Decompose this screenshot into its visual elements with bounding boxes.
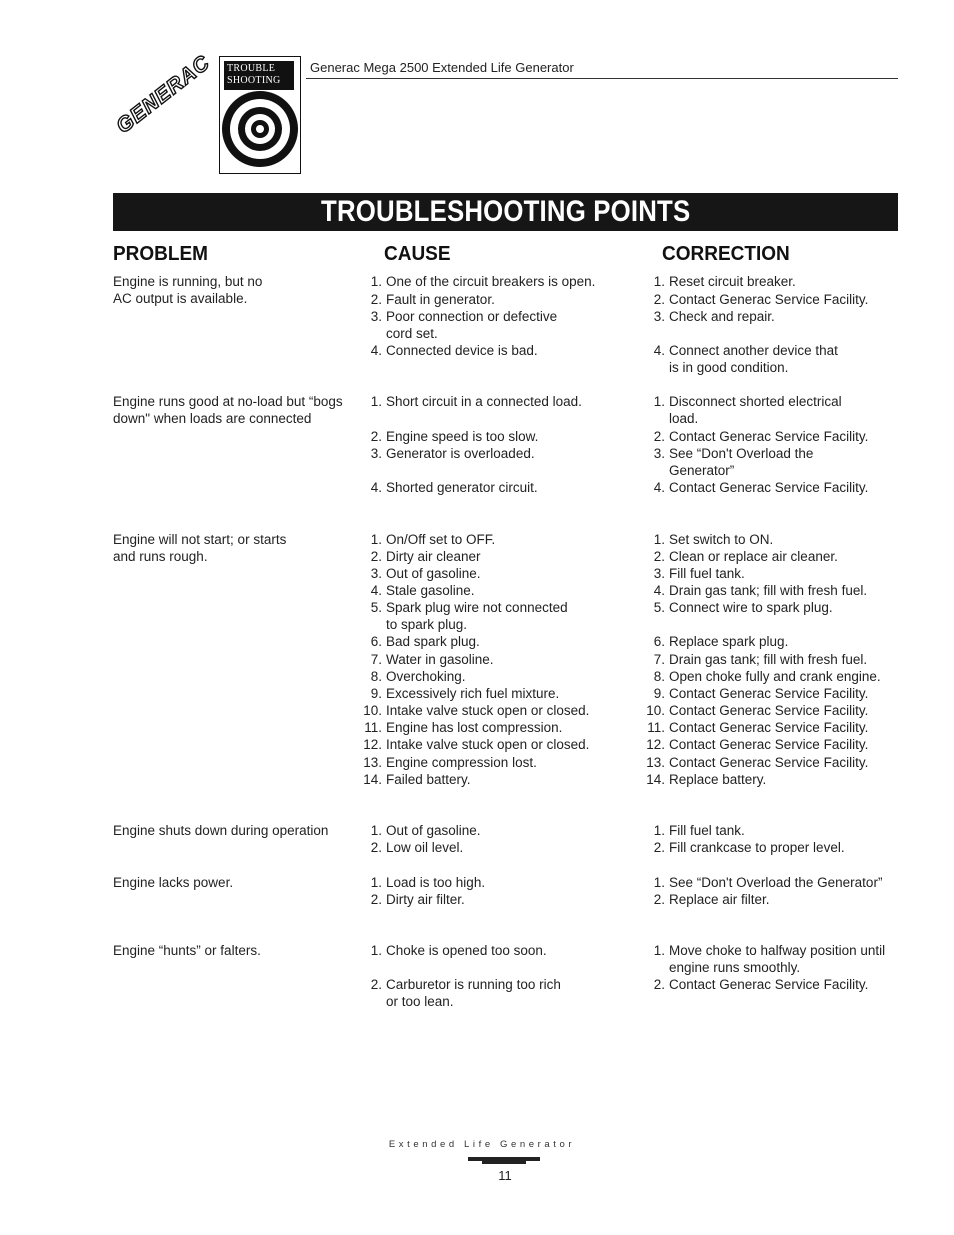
cause-number: 4.: [370, 343, 382, 358]
cause-item: [370, 668, 466, 685]
correction-text: See “Don't Overload the: [669, 446, 814, 461]
correction-text: Fill crankcase to proper level.: [669, 840, 845, 855]
correction-text: Set switch to ON.: [669, 532, 774, 547]
cause-number: 10.: [363, 703, 382, 718]
problem-line: Engine lacks power.: [113, 875, 234, 890]
correction-text: Drain gas tank; fill with fresh fuel.: [669, 583, 868, 598]
footer-text: Extended Life Generator: [388, 1139, 576, 1150]
cause-text: Engine has lost compression.: [386, 720, 563, 735]
correction-item: [653, 685, 869, 702]
cause-item: [370, 976, 561, 1010]
correction-item: [647, 719, 869, 736]
cause-item: [370, 291, 495, 308]
cause-text: Intake valve stuck open or closed.: [386, 737, 590, 752]
correction-number: 1.: [653, 823, 665, 838]
problem-line: AC output is available.: [113, 291, 248, 307]
cause-number: 3.: [370, 566, 382, 581]
correction-text: Contact Generac Service Facility.: [669, 429, 869, 444]
correction-item: [653, 942, 886, 976]
correction-number: 1.: [653, 274, 665, 289]
correction-number: 2.: [653, 977, 665, 992]
correction-number: 3.: [653, 566, 665, 581]
correction-text: Clean or replace air cleaner.: [669, 549, 838, 564]
cause-number: 1.: [370, 943, 382, 958]
cause-text: Load is too high.: [386, 875, 486, 890]
correction-number: 3.: [653, 446, 665, 461]
cause-number: 1.: [370, 274, 382, 289]
correction-text: engine runs smoothly.: [669, 960, 801, 976]
cause-text: Carburetor is running too rich: [386, 977, 561, 992]
correction-number: 7.: [653, 652, 665, 667]
cause-number: 4.: [370, 583, 382, 598]
correction-number: 8.: [653, 669, 665, 684]
cause-item: [370, 651, 494, 668]
cause-number: 11.: [364, 720, 382, 735]
cause-number: 5.: [370, 600, 382, 615]
correction-number: 2.: [653, 429, 665, 444]
cause-number: 2.: [370, 892, 382, 907]
correction-item: [653, 393, 842, 427]
problem-text: [113, 942, 353, 959]
correction-text: Replace air filter.: [669, 892, 770, 907]
cause-text: Engine compression lost.: [386, 755, 537, 770]
correction-item: [653, 445, 814, 479]
badge-label: [224, 61, 294, 90]
correction-item: [653, 479, 869, 496]
cause-text: Fault in generator.: [386, 292, 495, 307]
correction-item: [653, 291, 869, 308]
cause-text: Connected device is bad.: [386, 343, 538, 358]
problem-text: [113, 531, 353, 565]
cause-text: Water in gasoline.: [386, 652, 494, 667]
correction-text: Check and repair.: [669, 309, 775, 324]
correction-text: Contact Generac Service Facility.: [669, 755, 869, 770]
correction-item: [653, 633, 789, 650]
correction-text: Move choke to halfway position until: [669, 943, 886, 958]
cause-item: [370, 479, 538, 496]
cause-item: [370, 308, 558, 342]
cause-number: 2.: [370, 977, 382, 992]
correction-number: 11.: [647, 720, 665, 735]
cause-item: [370, 445, 535, 462]
correction-number: 1.: [653, 394, 665, 409]
correction-number: 2.: [653, 292, 665, 307]
cause-item: [370, 822, 481, 839]
badge-line-1: TROUBLE: [227, 63, 276, 74]
cause-item: [370, 548, 481, 565]
correction-text: See “Don't Overload the Generator”: [669, 875, 883, 890]
cause-number: 2.: [370, 549, 382, 564]
correction-text: Reset circuit breaker.: [669, 274, 796, 289]
cause-item: [370, 633, 480, 650]
correction-number: 4.: [653, 480, 665, 495]
correction-text: Drain gas tank; fill with fresh fuel.: [669, 652, 868, 667]
cause-column-heading: CAUSE: [384, 243, 451, 265]
correction-text: Contact Generac Service Facility.: [669, 292, 869, 307]
correction-item: [653, 531, 774, 548]
correction-text: Disconnect shorted electrical: [669, 394, 842, 409]
cause-text: Stale gasoline.: [386, 583, 475, 598]
problem-line: down" when loads are connected: [113, 411, 312, 427]
banner-title: TROUBLESHOOTING POINTS: [320, 195, 691, 228]
cause-item: [370, 565, 481, 582]
correction-text: Connect wire to spark plug.: [669, 600, 833, 615]
problem-text: [113, 874, 353, 891]
correction-item: [653, 668, 881, 685]
cause-item: [370, 685, 560, 702]
cause-text: Choke is opened too soon.: [386, 943, 547, 958]
cause-text: Overchoking.: [386, 669, 466, 684]
cause-text: Failed battery.: [386, 772, 471, 787]
cause-text: cord set.: [386, 326, 438, 342]
correction-item: [653, 874, 883, 891]
correction-text: Fill fuel tank.: [669, 823, 745, 838]
correction-item: [646, 736, 869, 753]
correction-item: [653, 342, 838, 376]
correction-text: Replace battery.: [669, 772, 767, 787]
correction-number: 5.: [653, 600, 665, 615]
cause-number: 9.: [370, 686, 382, 701]
cause-text: Poor connection or defective: [386, 309, 558, 324]
cause-item: [370, 891, 465, 908]
correction-number: 12.: [646, 737, 665, 752]
header-divider: [306, 78, 898, 79]
cause-item: [370, 393, 582, 410]
correction-item: [646, 754, 869, 771]
cause-text: On/Off set to OFF.: [386, 532, 496, 547]
cause-text: Short circuit in a connected load.: [386, 394, 582, 409]
cause-number: 1.: [370, 532, 382, 547]
cause-number: 6.: [370, 634, 382, 649]
correction-item: [653, 822, 745, 839]
problem-text: [113, 393, 353, 427]
correction-number: 2.: [653, 840, 665, 855]
correction-item: [653, 651, 868, 668]
correction-item: [653, 582, 868, 599]
problem-text: [113, 822, 353, 839]
cause-number: 3.: [370, 309, 382, 324]
cause-text: Out of gasoline.: [386, 823, 481, 838]
problem-line: Engine runs good at no-load but “bogs: [113, 394, 343, 409]
correction-item: [653, 839, 845, 856]
correction-text: Replace spark plug.: [669, 634, 789, 649]
problem-text: [113, 273, 353, 307]
cause-number: 2.: [370, 292, 382, 307]
correction-text: Contact Generac Service Facility.: [669, 703, 869, 718]
cause-number: 4.: [370, 480, 382, 495]
section-banner: [113, 193, 898, 231]
cause-item: [364, 719, 563, 736]
correction-text: Fill fuel tank.: [669, 566, 745, 581]
cause-text: Low oil level.: [386, 840, 464, 855]
correction-item: [653, 308, 775, 325]
cause-item: [370, 342, 538, 359]
cause-number: 13.: [363, 755, 382, 770]
cause-text: Out of gasoline.: [386, 566, 481, 581]
correction-text: Contact Generac Service Facility.: [669, 480, 869, 495]
correction-number: 1.: [653, 532, 665, 547]
correction-number: 2.: [653, 549, 665, 564]
cause-number: 2.: [370, 429, 382, 444]
problem-line: Engine will not start; or starts: [113, 532, 287, 547]
cause-item: [370, 942, 547, 959]
cause-text: Shorted generator circuit.: [386, 480, 538, 495]
correction-number: 6.: [653, 634, 665, 649]
cause-text: Generator is overloaded.: [386, 446, 535, 461]
cause-text: Engine speed is too slow.: [386, 429, 539, 444]
cause-number: 8.: [370, 669, 382, 684]
problem-line: Engine shuts down during operation: [113, 823, 329, 838]
correction-item: [653, 565, 745, 582]
correction-text: Connect another device that: [669, 343, 838, 358]
correction-item: [646, 702, 869, 719]
correction-item: [653, 599, 833, 616]
cause-number: 12.: [363, 737, 382, 752]
footer-rule-accent: [482, 1161, 526, 1164]
correction-number: 1.: [653, 943, 665, 958]
correction-number: 1.: [653, 875, 665, 890]
cause-item: [363, 754, 537, 771]
cause-item: [370, 582, 475, 599]
cause-number: 1.: [370, 875, 382, 890]
cause-number: 1.: [370, 823, 382, 838]
badge-line-2: SHOOTING: [227, 75, 281, 86]
cause-text: Excessively rich fuel mixture.: [386, 686, 560, 701]
problem-line: Engine “hunts” or falters.: [113, 943, 261, 958]
problem-line: Engine is running, but no: [113, 274, 263, 289]
cause-item: [370, 839, 464, 856]
troubleshooting-badge: [219, 56, 301, 174]
cause-text: Dirty air filter.: [386, 892, 465, 907]
cause-text: or too lean.: [386, 994, 454, 1010]
correction-number: 10.: [646, 703, 665, 718]
cause-number: 3.: [370, 446, 382, 461]
cause-text: to spark plug.: [386, 617, 468, 633]
cause-item: [370, 874, 486, 891]
correction-number: 4.: [653, 343, 665, 358]
correction-item: [653, 428, 869, 445]
page-number: 11: [498, 1168, 512, 1183]
correction-text: Contact Generac Service Facility.: [669, 720, 869, 735]
correction-text: is in good condition.: [669, 360, 789, 376]
correction-item: [653, 548, 838, 565]
cause-number: 7.: [370, 652, 382, 667]
cause-item: [370, 599, 568, 633]
cause-text: One of the circuit breakers is open.: [386, 274, 596, 289]
problem-line: and runs rough.: [113, 549, 208, 565]
correction-number: 9.: [653, 686, 665, 701]
cause-item: [363, 771, 471, 788]
cause-number: 14.: [363, 772, 382, 787]
correction-item: [653, 273, 796, 290]
correction-text: load.: [669, 411, 699, 427]
generac-logo: [112, 46, 225, 144]
document-title: Generac Mega 2500 Extended Life Generator: [310, 60, 574, 75]
correction-text: Contact Generac Service Facility.: [669, 977, 869, 992]
cause-text: Intake valve stuck open or closed.: [386, 703, 590, 718]
cause-number: 1.: [370, 394, 382, 409]
cause-item: [370, 273, 596, 290]
cause-text: Spark plug wire not connected: [386, 600, 568, 615]
correction-item: [646, 771, 767, 788]
cause-text: Bad spark plug.: [386, 634, 480, 649]
correction-number: 2.: [653, 892, 665, 907]
correction-column-heading: CORRECTION: [662, 243, 790, 265]
correction-text: Open choke fully and crank engine.: [669, 669, 881, 684]
cause-number: 2.: [370, 840, 382, 855]
correction-item: [653, 891, 770, 908]
correction-number: 4.: [653, 583, 665, 598]
correction-text: Contact Generac Service Facility.: [669, 686, 869, 701]
cause-text: Dirty air cleaner: [386, 549, 481, 564]
correction-item: [653, 976, 869, 993]
generac-logo-text: GENERAC: [112, 51, 215, 139]
correction-text: Contact Generac Service Facility.: [669, 737, 869, 752]
cause-item: [363, 736, 590, 753]
cause-item: [370, 428, 539, 445]
correction-text: Generator”: [669, 463, 735, 479]
problem-column-heading: PROBLEM: [113, 243, 208, 265]
correction-number: 14.: [646, 772, 665, 787]
cause-item: [363, 702, 590, 719]
correction-number: 13.: [646, 755, 665, 770]
target-icon: [220, 91, 300, 173]
cause-item: [370, 531, 496, 548]
correction-number: 3.: [653, 309, 665, 324]
